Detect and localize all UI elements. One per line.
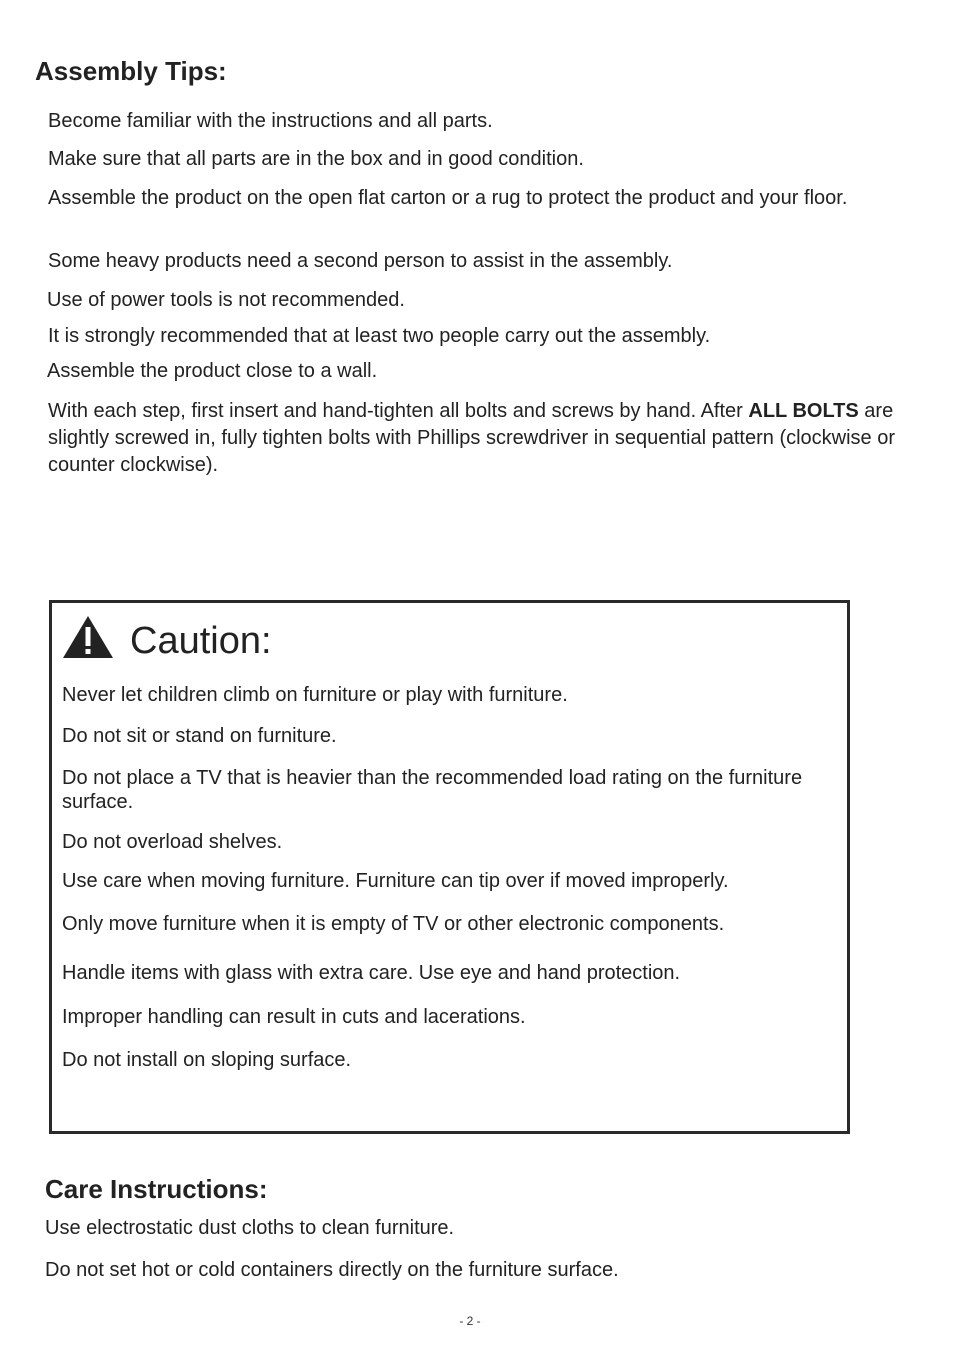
- assembly-tip: Use of power tools is not recommended.: [47, 289, 405, 311]
- assembly-tip: Make sure that all parts are in the box and in good condition.: [48, 148, 584, 170]
- assembly-tip: Assemble the product close to a wall.: [47, 360, 378, 382]
- care-item: Do not set hot or cold containers directly on the furniture surface.: [45, 1259, 619, 1281]
- bolts-tip-text-end: are slightly screwed in, fully tighten bolts with Phillips screwdriver in sequential pattern (clockwise or counter clockwise).: [48, 400, 896, 476]
- assembly-tip: Become familiar with the instructions and all parts.: [48, 110, 493, 132]
- assembly-tip: Assemble the product on the open flat carton or a rug to protect the product and your floor.: [48, 187, 848, 209]
- caution-title: Caution:: [130, 620, 272, 662]
- caution-item: Do not overload shelves.: [62, 831, 283, 853]
- bolts-tip-text-start: With each step, first insert and hand-tighten all bolts and screws by hand. After: [48, 400, 749, 422]
- assembly-tip: Some heavy products need a second person to assist in the assembly.: [48, 250, 673, 272]
- assembly-tip: It is strongly recommended that at least two people carry out the assembly.: [48, 325, 711, 347]
- assembly-tips-heading: Assembly Tips:: [35, 56, 227, 86]
- caution-item: Never let children climb on furniture or play with furniture.: [62, 684, 568, 706]
- assembly-tip-bolts: [48, 398, 928, 479]
- caution-item: Do not place a TV that is heavier than the recommended load rating on the furniture surface.: [62, 767, 803, 813]
- caution-item: Handle items with glass with extra care. Use eye and hand protection.: [62, 962, 681, 984]
- page-number: - 2 -: [459, 1314, 481, 1328]
- warning-triangle-icon: [62, 615, 114, 659]
- care-item: Use electrostatic dust cloths to clean furniture.: [45, 1217, 455, 1239]
- caution-item: Improper handling can result in cuts and lacerations.: [62, 1006, 526, 1028]
- bolts-tip-emphasis: ALL BOLTS: [748, 400, 859, 422]
- care-instructions-heading: Care Instructions:: [45, 1174, 268, 1204]
- caution-item: Use care when moving furniture. Furniture can tip over if moved improperly.: [62, 870, 729, 892]
- caution-item: Do not install on sloping surface.: [62, 1049, 352, 1071]
- caution-item: Only move furniture when it is empty of TV or other electronic components.: [62, 913, 725, 935]
- caution-item: Do not sit or stand on furniture.: [62, 725, 337, 747]
